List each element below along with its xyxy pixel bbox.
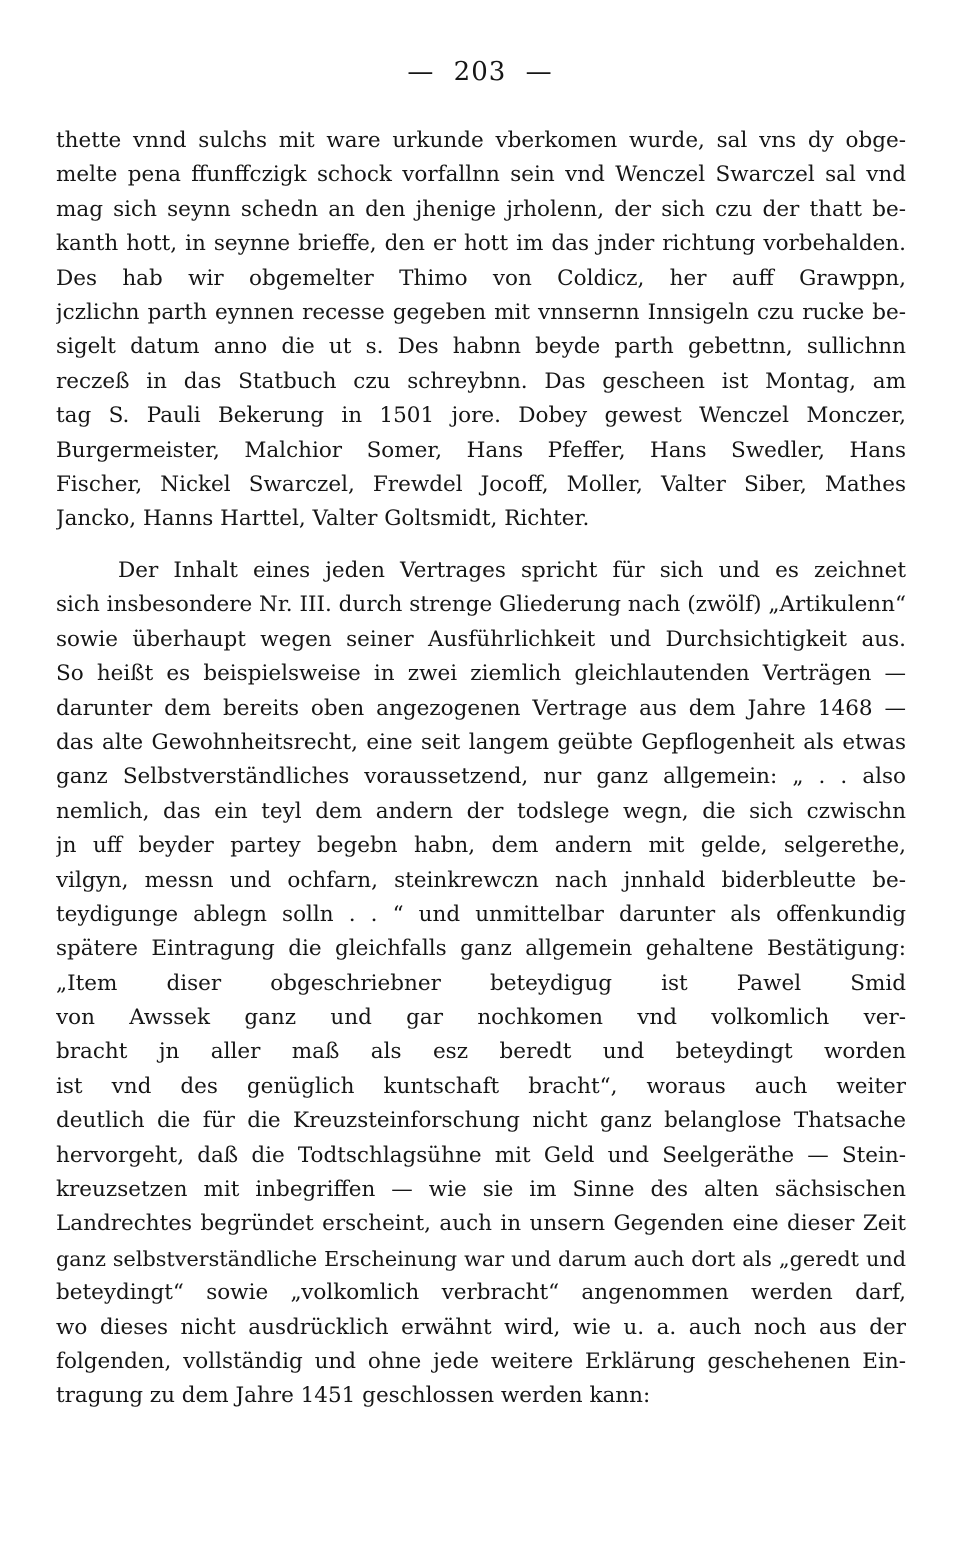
commentary-paragraph — [56, 554, 906, 1414]
text-line: ganz selbstverständliche Erscheinung war und darum auch dort als „geredt und — [56, 1246, 906, 1271]
text-line: mag sich seynn schedn an den jhenige jrholenn, der sich czu der thatt be- — [56, 196, 906, 222]
text-line: hervorgeht, daß die Todtschlagsühne mit Geld und Seelgeräthe — Stein- — [56, 1142, 906, 1168]
text-line: kanth hott, in seynne brieffe, den er hott im das jnder richtung vorbehalden. — [56, 231, 906, 257]
text-line: beteydingt“ sowie „volkomlich verbracht“ angenommen werden darf, — [56, 1280, 906, 1306]
text-line: Des hab wir obgemelter Thimo von Coldicz, her auff Grawppn, — [56, 265, 906, 291]
page-number: 203 — [453, 57, 507, 87]
text-line: Jancko, Hanns Harttel, Valter Goltsmidt, Richter. — [56, 506, 590, 532]
text-line: tragung zu dem Jahre 1451 geschlossen werden kann: — [56, 1383, 651, 1409]
text-line: melte pena ffunffczigk schock vorfallnn sein vnd Wenczel Swarczel sal vnd — [56, 162, 906, 188]
text-line: ganz Selbstverständliches voraussetzend, nur ganz allgemein: „ . . also — [56, 764, 906, 790]
text-line: deutlich die für die Kreuzsteinforschung nicht ganz belanglose Thatsache — [56, 1108, 906, 1134]
text-line: spätere Eintragung die gleichfalls ganz allgemein gehaltene Bestätigung: — [56, 936, 906, 962]
text-line: sigelt datum anno die ut s. Des habnn beyde parth gebettnn, sullichnn — [56, 334, 906, 360]
text-line: vilgyn, messn und ochfarn, steinkrewczn nach jnnhald biderbleutte be- — [56, 867, 906, 893]
text-line: Burgermeister, Malchior Somer, Hans Pfeffer, Hans Swedler, Hans — [56, 437, 906, 463]
text-line: darunter dem bereits oben angezogenen Vertrage aus dem Jahre 1468 — — [56, 695, 906, 721]
text-line: jn uff beyder partey begebn habn, dem andern mit gelde, selgerethe, — [56, 833, 906, 859]
text-line: jczlichn parth eynnen recesse gegeben mit vnnsernn Innsigeln czu rucke be- — [56, 299, 906, 325]
text-line: sich insbesondere Nr. III. durch strenge Gliederung nach (zwölf) „Artikulenn“ — [56, 592, 906, 618]
header-dash-left: — — [407, 57, 435, 87]
text-line: von Awssek ganz und gar nochkomen vnd volkomlich ver- — [56, 1005, 906, 1031]
text-line: tag S. Pauli Bekerung in 1501 jore. Dobey gewest Wenczel Monczer, — [56, 403, 906, 429]
text-line: Fischer, Nickel Swarczel, Frewdel Jocoff, Moller, Valter Siber, Mathes — [56, 471, 906, 497]
text-line: sowie überhaupt wegen seiner Ausführlichkeit und Durchsichtigkeit aus. — [56, 626, 906, 652]
text-line: reczeß in das Statbuch czu schreybnn. Das gescheen ist Montag, am — [56, 368, 906, 394]
text-line: Der Inhalt eines jeden Vertrages spricht für sich und es zeichnet — [118, 558, 906, 583]
text-line: folgenden, vollständig und ohne jede weitere Erklärung geschehenen Ein- — [56, 1348, 906, 1374]
contract-excerpt-paragraph — [56, 124, 906, 537]
text-line: nemlich, das ein teyl dem andern der todslege wegn, die sich czwischn — [56, 798, 906, 824]
text-line: So heißt es beispielsweise in zwei ziemlich gleichlautenden Verträgen — — [56, 661, 906, 687]
header-dash-right: — — [525, 57, 553, 87]
text-line: das alte Gewohnheitsrecht, eine seit langem geübte Gepflogenheit als etwas — [56, 729, 906, 755]
text-line: wo dieses nicht ausdrücklich erwähnt wird, wie u. a. auch noch aus der — [56, 1314, 906, 1340]
text-line: teydigunge ablegn solln . . “ und unmittelbar darunter als offenkundig — [56, 901, 906, 927]
text-line: Landrechtes begründet erscheint, auch in unsern Gegenden eine dieser Zeit — [56, 1211, 906, 1237]
page-header — [0, 52, 960, 92]
text-line: bracht jn aller maß als esz beredt und beteydingt worden — [56, 1039, 906, 1065]
text-line: kreuzsetzen mit inbegriffen — wie sie im Sinne des alten sächsischen — [56, 1177, 906, 1203]
text-line: „Item diser obgeschriebner beteydigug ist Pawel Smid — [56, 970, 906, 996]
text-line: ist vnd des genüglich kuntschaft bracht“, woraus auch weiter — [56, 1073, 906, 1099]
text-line: thette vnnd sulchs mit ware urkunde vberkomen wurde, sal vns dy obge- — [56, 128, 906, 153]
